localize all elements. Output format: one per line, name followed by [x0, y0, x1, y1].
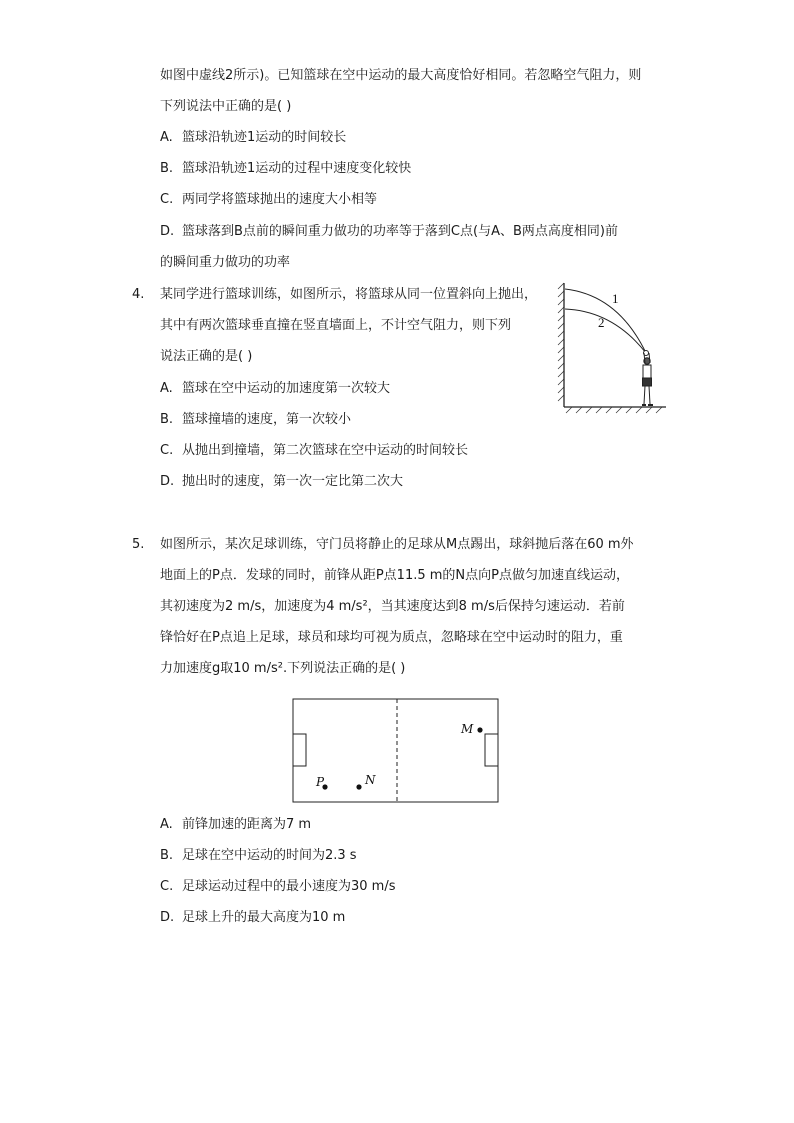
option-text: 足球在空中运动的时间为2.3 s	[182, 848, 357, 863]
trajectory-2-label: 2	[598, 315, 605, 330]
option-text: 前锋加速的距离为7 m	[182, 817, 312, 832]
right-goal-box	[485, 734, 498, 766]
q4-stem-line-1: 某同学进行篮球训练，如图所示，将篮球从同一位置斜向上抛出，	[160, 287, 538, 302]
option-letter: B.	[160, 848, 174, 863]
q4-number: 4.	[132, 287, 145, 302]
trajectory-1-label: 1	[612, 291, 619, 306]
q4-basketball-figure	[558, 283, 668, 413]
q3-option-a	[160, 128, 346, 148]
label-n: N	[365, 773, 376, 787]
option-letter: D.	[160, 224, 175, 239]
option-letter: A.	[160, 817, 173, 832]
trajectory-1	[565, 289, 646, 353]
point-m	[477, 727, 482, 732]
player-icon	[642, 351, 653, 406]
q5-number: 5.	[132, 537, 145, 552]
wall-hatching	[558, 283, 564, 401]
option-text: 篮球撞墙的速度，第一次较小	[182, 412, 352, 427]
q3-stem-line-1: 如图中虚线2所示)。已知篮球在空中运动的最大高度恰好相同。若忽略空气阻力，则	[160, 68, 642, 83]
q4-option-a	[160, 379, 390, 399]
q4-stem-line-3: 说法正确的是( )	[160, 349, 253, 364]
trajectory-2	[565, 309, 646, 353]
q5-option-b	[160, 846, 357, 866]
option-letter: D.	[160, 910, 175, 925]
q3-option-b	[160, 159, 411, 179]
q5-stem-line-1: 如图所示，某次足球训练，守门员将静止的足球从M点踢出，球斜抛后落在60 m外	[160, 537, 634, 552]
option-letter: C.	[160, 879, 174, 894]
option-letter: A.	[160, 130, 173, 145]
label-p: P	[316, 775, 325, 789]
option-letter: B.	[160, 161, 174, 176]
q3-option-c	[160, 190, 377, 210]
option-text: 抛出时的速度，第一次一定比第二次大	[182, 474, 404, 489]
option-letter: D.	[160, 474, 175, 489]
q4-option-d	[160, 472, 403, 492]
q5-stem-line-3: 其初速度为2 m/s，加速度为4 m/s²，当其速度达到8 m/s后保持匀速运动．若前	[160, 599, 625, 614]
q4-option-b	[160, 410, 351, 430]
option-letter: C.	[160, 192, 174, 207]
option-text: 篮球落到B点前的瞬间重力做功的功率等于落到C点(与A、B两点高度相同)前	[182, 224, 618, 239]
option-text: 篮球沿轨迹1运动的过程中速度变化较快	[182, 161, 412, 176]
q5-option-c	[160, 877, 396, 897]
option-text: 篮球沿轨迹1运动的时间较长	[182, 130, 347, 145]
q5-stem-line-2: 地面上的P点．发球的同时，前锋从距P点11.5 m的N点向P点做匀加速直线运动，	[160, 568, 629, 583]
label-m: M	[461, 722, 474, 736]
left-goal-box	[293, 734, 306, 766]
option-text: 足球上升的最大高度为10 m	[182, 910, 346, 925]
q4-stem-line-2: 其中有两次篮球垂直撞在竖直墙面上，不计空气阻力，则下列	[160, 318, 512, 333]
option-text: 两同学将篮球抛出的速度大小相等	[182, 192, 378, 207]
q5-field-figure	[292, 698, 500, 804]
option-letter: C.	[160, 443, 174, 458]
q5-stem-line-4: 锋恰好在P点追上足球，球员和球均可视为质点，忽略球在空中运动时的阻力，重	[160, 630, 623, 645]
option-text: 篮球在空中运动的加速度第一次较大	[182, 381, 391, 396]
q5-option-d	[160, 908, 345, 928]
option-text: 足球运动过程中的最小速度为30 m/s	[182, 879, 396, 894]
q3-stem-line-2: 下列说法中正确的是( )	[160, 99, 292, 114]
option-letter: B.	[160, 412, 174, 427]
q4-option-c	[160, 441, 468, 461]
q5-option-a	[160, 815, 311, 835]
q3-option-d	[160, 222, 618, 242]
option-letter: A.	[160, 381, 173, 396]
q3-option-d-continued: 的瞬间重力做功的功率	[160, 255, 291, 270]
ground-hatching	[566, 407, 662, 413]
option-text: 从抛出到撞墙，第二次篮球在空中运动的时间较长	[182, 443, 469, 458]
point-n	[356, 784, 361, 789]
q5-stem-line-5: 力加速度g取10 m/s².下列说法正确的是( )	[160, 661, 406, 676]
